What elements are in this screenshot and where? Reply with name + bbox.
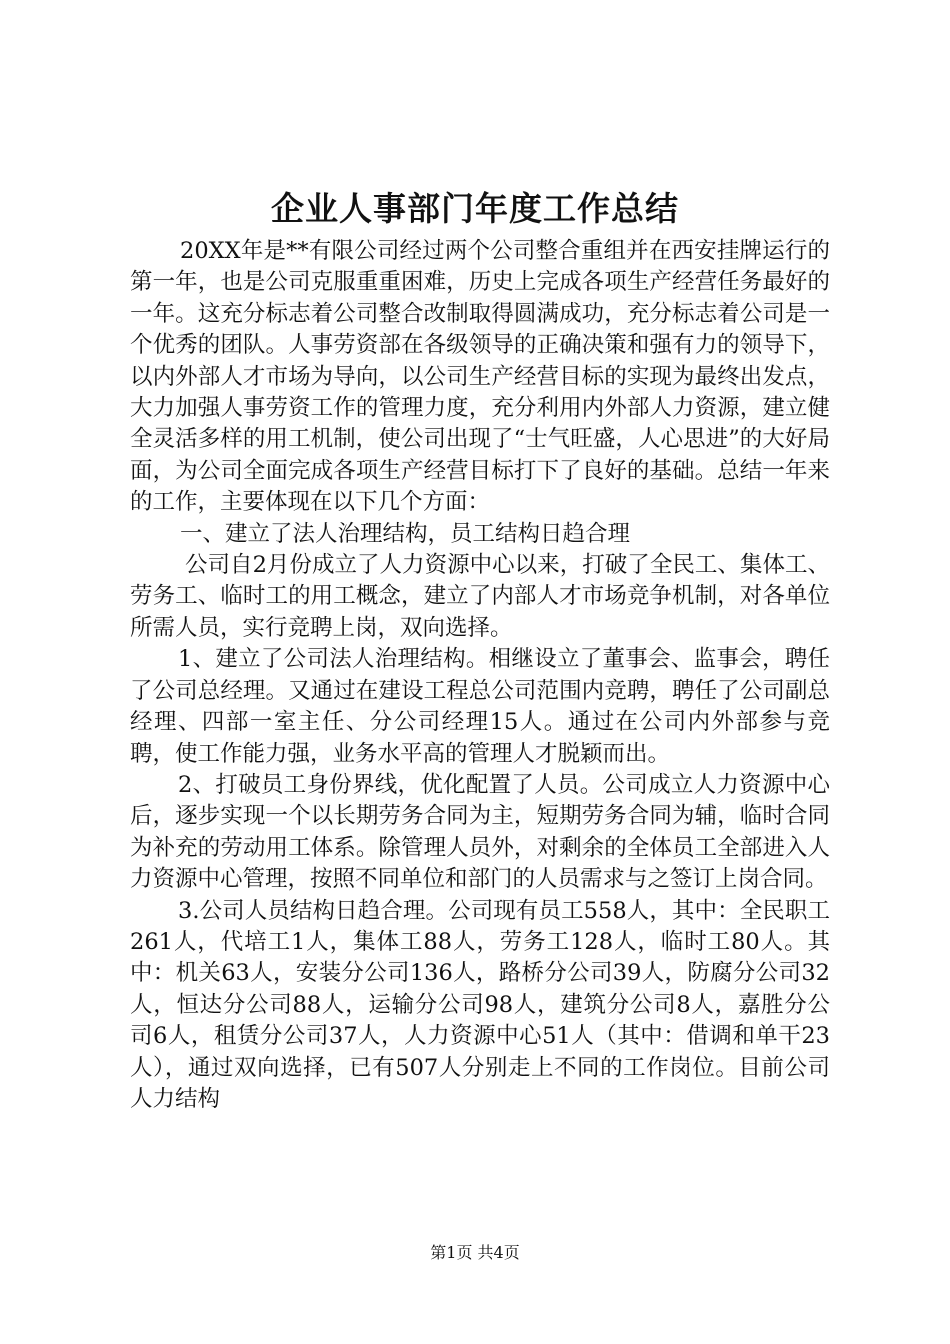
document-title: 企业人事部门年度工作总结 (271, 189, 679, 228)
paragraph-item-1: 1、建立了公司法人治理结构。相继设立了董事会、监事会，聘任了公司总经理。又通过在建设工程总公司范围内竞聘，聘任了公司副总经理、四部一室主任、分公司经理15人。通过在公司内外部参与竞聘，使工作能力强，业务水平高的管理人才脱颖而出。 (130, 646, 830, 767)
paragraph-intro: 20XX年是**有限公司经过两个公司整合重组并在西安挂牌运行的第一年，也是公司克服重重困难，历史上完成各项生产经营任务最好的一年。这充分标志着公司整合改制取得圆满成功，充分标志着公司是一个优秀的团队。人事劳资部在各级领导的正确决策和强有力的领导下，以内外部人才市场为导向，以公司生产经营目标的实现为最终出发点，大力加强人事劳资工作的管理力度，充分利用内外部人力资源，建立健全灵活多样的用工机制，使公司出现了“士气旺盛，人心思进”的大好局面，为公司全面完成各项生产经营目标打下了良好的基础。总结一年来的工作，主要体现在以下几个方面： (130, 238, 830, 516)
document-body (130, 236, 830, 1115)
paragraph-hr-center: 公司自2月份成立了人力资源中心以来，打破了全民工、集体工、劳务工、临时工的用工概念，建立了内部人才市场竞争机制，对各单位所需人员，实行竞聘上岗，双向选择。 (130, 552, 830, 641)
page-footer: 第1页 共4页 (430, 1243, 520, 1262)
paragraph-item-3: 3.公司人员结构日趋合理。公司现有员工558人，其中：全民职工261人，代培工1人，集体工88人，劳务工128人，临时工80人。其中：机关63人，安装分公司136人，路桥分公司39人，防腐分公司32人，恒达分公司88人，运输分公司98人，建筑分公司8人，嘉胜分公司6人，租赁分公司37人，人力资源中心51人（其中：借调和单干23人），通过双向选择，已有507人分别走上不同的工作岗位。目前公司人力结构 (130, 897, 830, 1112)
section-heading-1: 一、建立了法人治理结构，员工结构日趋合理 (180, 520, 631, 547)
paragraph-item-2: 2、打破员工身份界线，优化配置了人员。公司成立人力资源中心后，逐步实现一个以长期劳务合同为主，短期劳务合同为辅，临时合同为补充的劳动用工体系。除管理人员外，对剩余的全体员工全部进入人力资源中心管理，按照不同单位和部门的人员需求与之签订上岗合同。 (130, 771, 830, 893)
